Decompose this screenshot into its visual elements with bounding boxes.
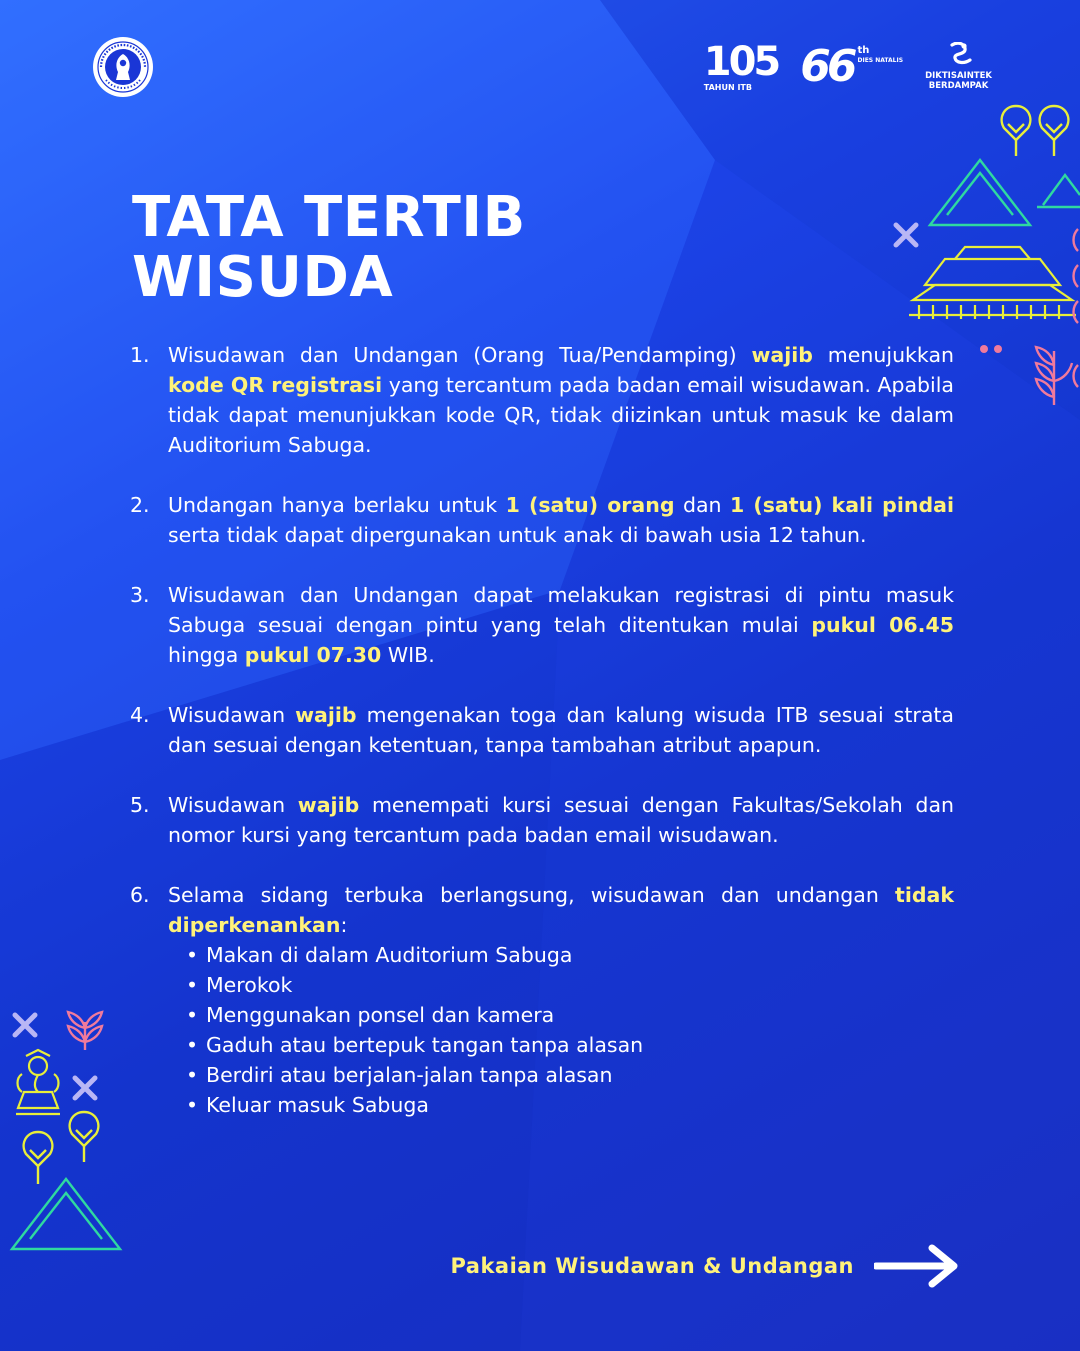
- page-title: [132, 185, 526, 310]
- rule-highlight: wajib: [297, 793, 360, 817]
- rule-text-part: Undangan hanya berlaku untuk: [168, 493, 506, 517]
- rule-item: [130, 490, 954, 550]
- anniversary-caption: TAHUN ITB: [703, 83, 752, 92]
- rule-text-part: yang tercantum pada badan email wisudawan. Apabila tidak dapat menunjukkan kode QR, tidak diizinkan untuk masuk ke dalam Auditorium Sabuga.: [168, 373, 954, 457]
- diktisaintek-icon: [944, 42, 974, 68]
- rule-text-part: menujukkan: [812, 343, 954, 367]
- star-flower-icon-left-2: [72, 1075, 98, 1101]
- title-line-1: TATA TERTIB: [132, 185, 526, 250]
- rule-item: [130, 790, 954, 850]
- rule-text: [168, 343, 954, 457]
- pink-border-icon: [1062, 225, 1080, 405]
- rule-text: [168, 883, 954, 937]
- leaf-icon-left: [64, 1010, 106, 1052]
- rule-highlight: 1 (satu) kali pindai: [729, 493, 954, 517]
- rule-highlight: tidak diperkenankan: [168, 883, 954, 937]
- rule-item: [130, 700, 954, 760]
- rule-text-part: Wisudawan: [168, 703, 296, 727]
- rule-text-part: menempati kursi sesuai dengan Fakultas/Sekolah dan nomor kursi yang tercantum pada badan email wisudawan.: [168, 793, 954, 847]
- rule-text-part: WIB.: [381, 643, 435, 667]
- dies-sup: th: [857, 45, 870, 56]
- gedung-sate-icon: [905, 245, 1080, 323]
- rule-text: [168, 493, 954, 547]
- rule-number: 5.: [130, 793, 150, 817]
- rule-text-part: :: [340, 913, 348, 937]
- itb-seal-logo: [92, 36, 154, 98]
- rule-text: [168, 793, 954, 847]
- tree-icons-right: [990, 100, 1080, 160]
- brand-logos: [704, 36, 992, 98]
- star-flower-icon-left-1: [12, 1012, 38, 1038]
- rule-text-part: mengenakan toga dan kalung wisuda ITB sesuai strata dan sesuai dengan ketentuan, tanpa tambahan atribut apapun.: [168, 703, 954, 757]
- rule-text: [168, 583, 954, 667]
- rule-text-part: Wisudawan: [168, 793, 298, 817]
- arrow-right-icon: [874, 1244, 960, 1288]
- rule-highlight: 1 (satu) orang: [505, 493, 675, 517]
- prohibited-item: • Makan di dalam Auditorium Sabuga: [186, 940, 954, 970]
- dies-caption: DIES NATALIS: [857, 57, 904, 64]
- rule-text-part: Wisudawan dan Undangan (Orang Tua/Pendamping): [168, 343, 752, 367]
- anniversary-number: 105: [703, 39, 779, 85]
- rule-number: 4.: [130, 703, 150, 727]
- dikti-line2: BERDAMPAK: [928, 81, 989, 91]
- diktisaintek-logo: [925, 42, 992, 92]
- rule-number: 2.: [130, 493, 150, 517]
- rule-text-part: Selama sidang terbuka berlangsung, wisudawan dan undangan: [168, 883, 896, 907]
- prohibited-item: • Merokok: [186, 970, 954, 1000]
- mountain-icons-right: [925, 155, 1080, 230]
- rule-highlight: pukul 07.30: [244, 643, 382, 667]
- rule-item: [130, 580, 954, 670]
- prohibited-item: • Keluar masuk Sabuga: [186, 1090, 954, 1120]
- next-page-hint[interactable]: [450, 1244, 960, 1288]
- mountain-icon-left: [8, 1175, 123, 1255]
- dots-icon: [978, 343, 1008, 355]
- rule-text-part: Wisudawan dan Undangan dapat melakukan registrasi di pintu masuk Sabuga sesuai dengan pintu yang telah ditentukan mulai: [168, 583, 954, 637]
- rule-text-part: hingga: [168, 643, 245, 667]
- rule-number: 3.: [130, 583, 150, 607]
- prohibited-list: [168, 940, 954, 1120]
- rule-text: [168, 703, 954, 757]
- dies-natalis-logo: [800, 41, 904, 92]
- prohibited-item: • Menggunakan ponsel dan kamera: [186, 1000, 954, 1030]
- rule-item: [130, 340, 954, 460]
- prohibited-item: • Gaduh atau bertepuk tangan tanpa alasan: [186, 1030, 954, 1060]
- rule-text-part: dan: [674, 493, 730, 517]
- dies-number: 66: [800, 41, 854, 92]
- rule-highlight: wajib: [751, 343, 813, 367]
- rule-number: 1.: [130, 343, 150, 367]
- itb-105-logo: [703, 39, 779, 92]
- title-line-2: WISUDA: [132, 245, 394, 310]
- dikti-line1: DIKTISAINTEK: [925, 71, 992, 82]
- rule-highlight: wajib: [295, 703, 357, 727]
- rule-number: 6.: [130, 883, 150, 907]
- next-page-label: Pakaian Wisudawan & Undangan: [450, 1254, 854, 1278]
- rule-text-part: serta tidak dapat dipergunakan untuk anak di bawah usia 12 tahun.: [168, 523, 867, 547]
- rule-highlight: pukul 06.45: [811, 613, 954, 637]
- rules-list: [130, 340, 954, 1150]
- rule-item: [130, 880, 954, 1120]
- prohibited-item: • Berdiri atau berjalan-jalan tanpa alasan: [186, 1060, 954, 1090]
- rule-highlight: kode QR registrasi: [168, 373, 383, 397]
